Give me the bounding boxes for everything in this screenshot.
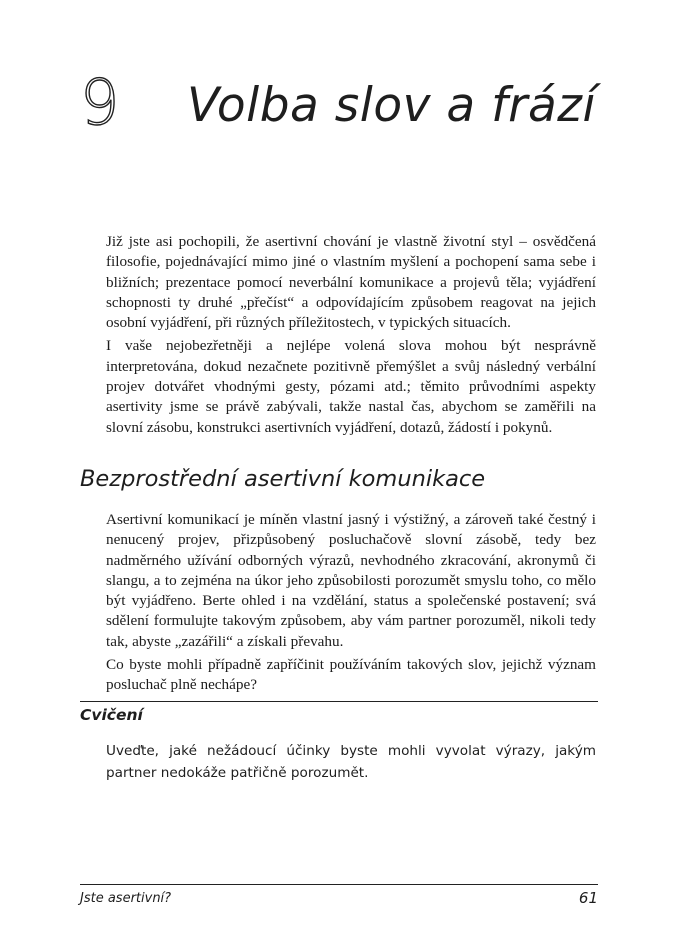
page-number: 61 [578, 889, 598, 907]
intro-paragraph-1: Již jste asi pochopili, že asertivní chování je vlastně životní styl – osvědčená filosofie, pojednávající mimo jiné o vlastním myšlení a pochopení sama sebe i bližních; prezentace pomocí neverbální komunikace a projevů těla; vyjádření schopnosti ty druhé „přečíst“ a odpovídajícím způsobem reagovat na jejich osobní vyjádření, při různých příležitostech, v typických situacích. [106, 233, 596, 332]
section-text [106, 510, 596, 699]
section-heading: Bezprostřední asertivní komunikace [80, 466, 486, 492]
exercise-text: Uveďte, jaké nežádoucí účinky byste mohli vyvolat výrazy, jakým partner nedokáže patřičně porozumět. [106, 743, 596, 781]
section-paragraph-1: Asertivní komunikací je míněn vlastní jasný i výstižný, a zároveň také čestný i nenucený projev, přizpůsobený posluchačově slovní zásobě, tedy bez nadměrného užívání odborných výrazů, nevhodného zkracování, akronymů či slangu, a to zejména na úkor jeho způsobilosti porozumět smyslu toho, co mělo být vyjádřeno. Berte ohled i na vzdělání, status a společenské postavení; svá sdělení formulujte takovým způsobem, aby vám partner porozuměl, nikoli tedy tak, abyste „zazářili“ a získali převahu. [106, 511, 596, 650]
exercise-divider [80, 701, 598, 702]
footer-divider [80, 884, 598, 885]
footer-book-title: Jste asertivní? [80, 891, 172, 906]
chapter-title: Volba slov a frází [187, 78, 596, 133]
chapter-number: 9 [80, 66, 120, 139]
section-paragraph-2: Co byste mohli případně zapříčinit používáním takových slov, jejichž význam posluchač plně nechápe? [106, 656, 596, 694]
intro-paragraph-2: I vaše nejobezřetněji a nejlépe volená slova mohou být nesprávně interpretována, dokud nezačnete pozitivně přemýšlet a svůj následný verbální projev dotvářet vhodnými gesty, pózami atd.; těmito průvodními aspekty asertivity jsme se právě zabývali, takže nastal čas, abychom se zaměřili na slovní zásobu, konstrukci asertivních vyjádření, dotazů, žádostí i pokynů. [106, 337, 596, 436]
exercise-label: Cvičení [80, 706, 143, 724]
intro-text [106, 232, 596, 441]
